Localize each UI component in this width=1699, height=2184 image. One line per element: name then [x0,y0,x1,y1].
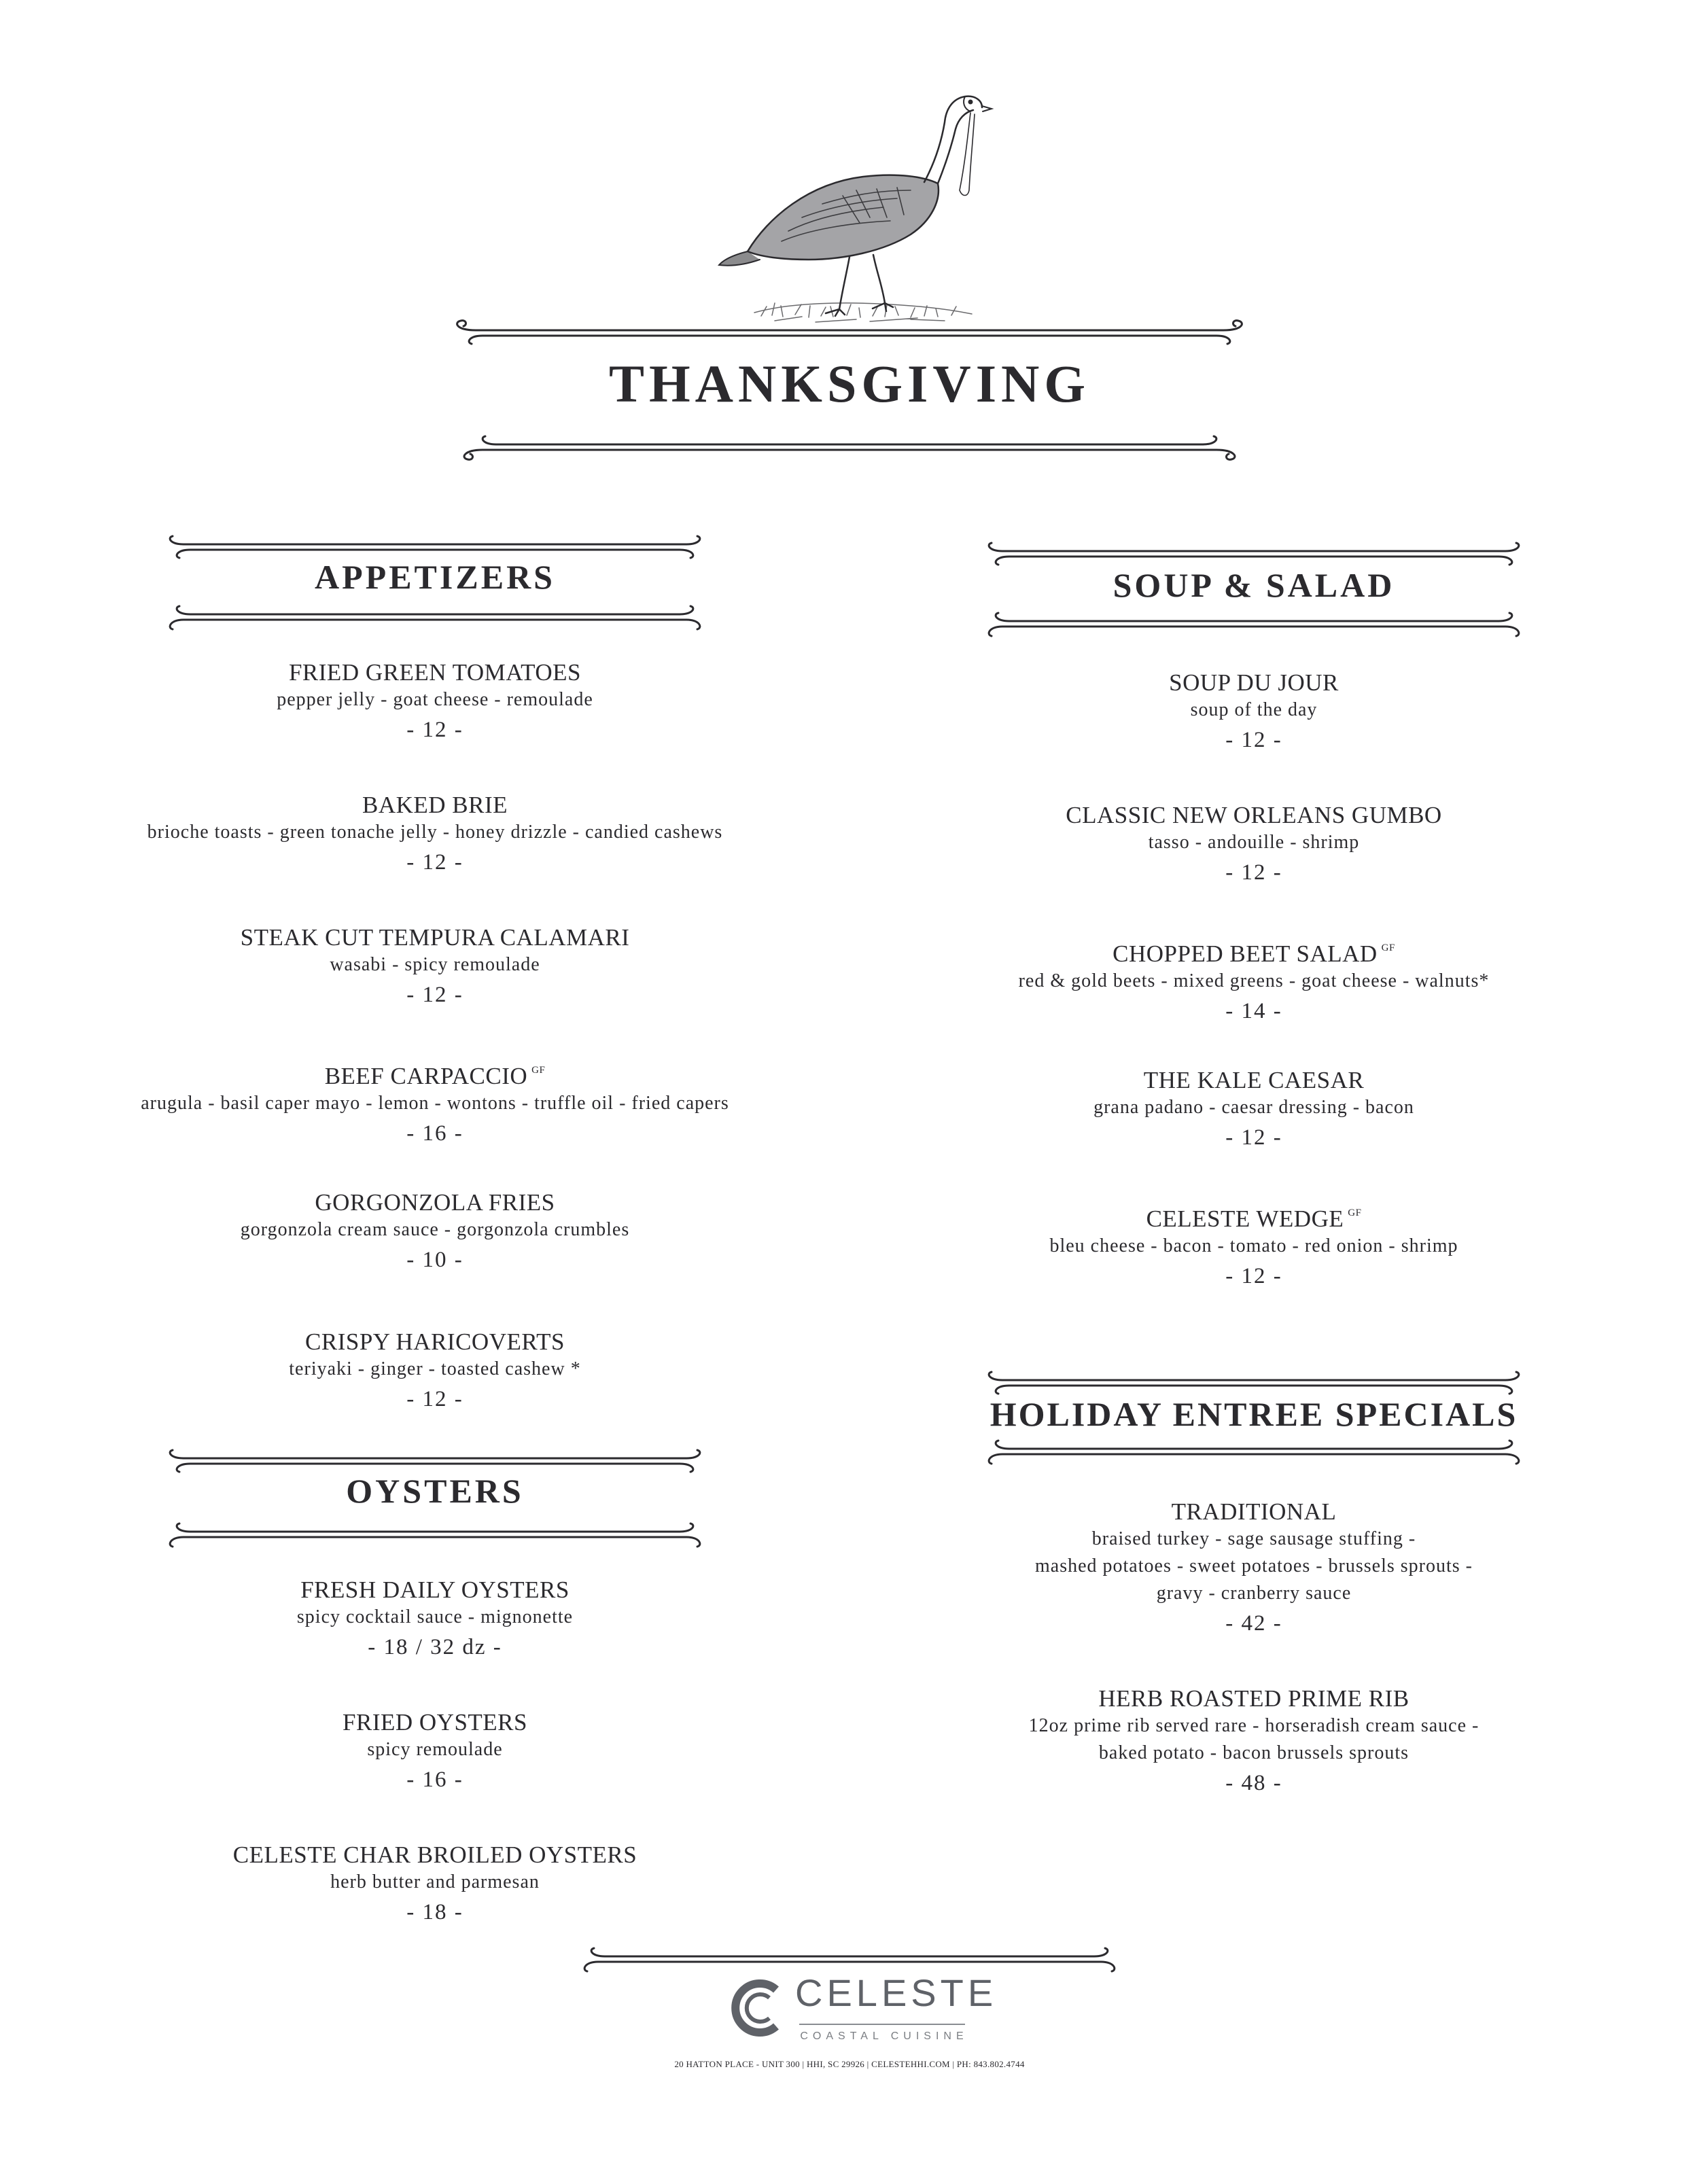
menu-item [914,1498,1594,1640]
item-description: soup of the day [1190,699,1318,720]
menu-item [95,1709,775,1796]
menu-item [95,1842,775,1928]
menu-item [914,1067,1594,1154]
menu-item [95,1577,775,1663]
item-name: THE KALE CAESAR [1143,1067,1365,1093]
item-description: spicy cocktail sauce - mignonette [296,1606,574,1627]
logo-tagline: COASTAL CUISINE [800,2030,968,2042]
appetizers-heading: APPETIZERS [315,558,555,596]
soup-salad-top-flourish [982,540,1526,567]
menu-item [95,924,775,1011]
item-description: braised turkey - sage sausage stuffing - [1091,1528,1416,1549]
item-price: - 12 - [406,718,463,742]
item-name: BAKED BRIE [362,792,508,818]
menu-item [95,1057,775,1150]
oysters-heading: OYSTERS [346,1472,524,1510]
soup-salad-bottom-flourish [982,612,1526,639]
item-name: CRISPY HARICOVERTS [305,1328,565,1355]
item-price: - 12 - [1225,1125,1282,1150]
menu-item [914,934,1594,1027]
soup-salad-heading: SOUP & SALAD [1113,566,1395,604]
logo-wordmark: CELESTE [795,1971,998,2014]
menu-item [914,802,1594,889]
item-description-line-2: baked potato - bacon brussels sprouts [1098,1742,1409,1763]
logo-divider [799,2024,965,2025]
menu-item [914,669,1594,756]
header-top-flourish [449,319,1250,347]
item-name: BEEF CARPACCIO [324,1063,528,1089]
item-price: - 16 - [406,1121,463,1146]
item-description: tasso - andouille - shrimp [1148,832,1360,853]
item-name: FRIED OYSTERS [343,1709,527,1736]
item-description: pepper jelly - goat cheese - remoulade [277,689,593,710]
item-description: red & gold beets - mixed greens - goat cheese - walnuts* [1018,970,1490,991]
item-price: - 18 - [406,1900,463,1924]
item-price: - 42 - [1225,1611,1282,1636]
footer-flourish [578,1947,1121,1974]
item-name: CELESTE WEDGE [1146,1205,1344,1232]
item-description-line-3: gravy - cranberry sauce [1156,1583,1352,1604]
item-price: - 12 - [1225,1264,1282,1288]
appetizers-bottom-flourish [163,605,707,632]
item-description: teriyaki - ginger - toasted cashew * [289,1358,581,1379]
item-description: brioche toasts - green tonache jelly - honey drizzle - candied cashews [147,822,723,843]
item-description: gorgonzola cream sauce - gorgonzola crumbles [240,1219,630,1240]
menu-item [95,792,775,879]
item-price: - 12 - [406,850,463,875]
item-description: arugula - basil caper mayo - lemon - wontons - truffle oil - fried capers [141,1093,729,1114]
entrees-heading: HOLIDAY ENTREE SPECIALS [989,1395,1518,1433]
item-description: bleu cheese - bacon - tomato - red onion - shrimp [1049,1235,1458,1256]
item-price: - 10 - [406,1248,463,1272]
item-name: CLASSIC NEW ORLEANS GUMBO [1066,802,1442,828]
turkey-illustration [707,82,1006,326]
gluten-free-badge: GF [1348,1208,1362,1218]
item-price: - 18 / 32 dz - [368,1635,502,1659]
menu-item [95,1328,775,1415]
menu-item [95,1189,775,1276]
item-description: herb butter and parmesan [330,1871,540,1892]
item-price: - 12 - [406,983,463,1007]
menu-item [914,1685,1594,1799]
item-name: FRESH DAILY OYSTERS [300,1577,570,1603]
celeste-logo-icon [727,1977,788,2039]
item-price: - 14 - [1225,999,1282,1023]
page-title: THANKSGIVING [608,354,1091,413]
item-name: TRADITIONAL [1171,1498,1337,1525]
item-name: CELESTE CHAR BROILED OYSTERS [232,1842,637,1868]
header-bottom-flourish [455,435,1244,462]
item-name: STEAK CUT TEMPURA CALAMARI [240,924,630,951]
item-price: - 12 - [1225,860,1282,885]
item-price: - 12 - [1225,728,1282,752]
item-name: HERB ROASTED PRIME RIB [1098,1685,1409,1712]
appetizers-top-flourish [163,533,707,561]
item-name: SOUP DU JOUR [1169,669,1339,696]
item-description: wasabi - spicy remoulade [330,954,540,975]
item-name: FRIED GREEN TOMATOES [288,659,582,686]
footer-address: 20 HATTON PLACE - UNIT 300 | HHI, SC 29926 | CELESTEHHI.COM | PH: 843.802.4744 [674,2059,1025,2069]
entrees-bottom-flourish [982,1439,1526,1466]
item-description: spicy remoulade [367,1739,503,1760]
oysters-bottom-flourish [163,1522,707,1549]
menu-item [914,1199,1594,1292]
item-description-line-2: mashed potatoes - sweet potatoes - brussels sprouts - [1035,1555,1473,1577]
item-description: 12oz prime rib served rare - horseradish cream sauce - [1028,1715,1479,1736]
item-price: - 12 - [406,1387,463,1411]
gluten-free-badge: GF [1381,943,1395,953]
item-name: CHOPPED BEET SALAD [1113,940,1378,967]
menu-item [95,659,775,746]
item-name: GORGONZOLA FRIES [315,1189,555,1216]
item-description: grana padano - caesar dressing - bacon [1093,1097,1414,1118]
gluten-free-badge: GF [531,1065,546,1076]
item-price: - 48 - [1225,1771,1282,1795]
oysters-top-flourish [163,1447,707,1475]
item-price: - 16 - [406,1767,463,1792]
entrees-top-flourish [982,1369,1526,1396]
